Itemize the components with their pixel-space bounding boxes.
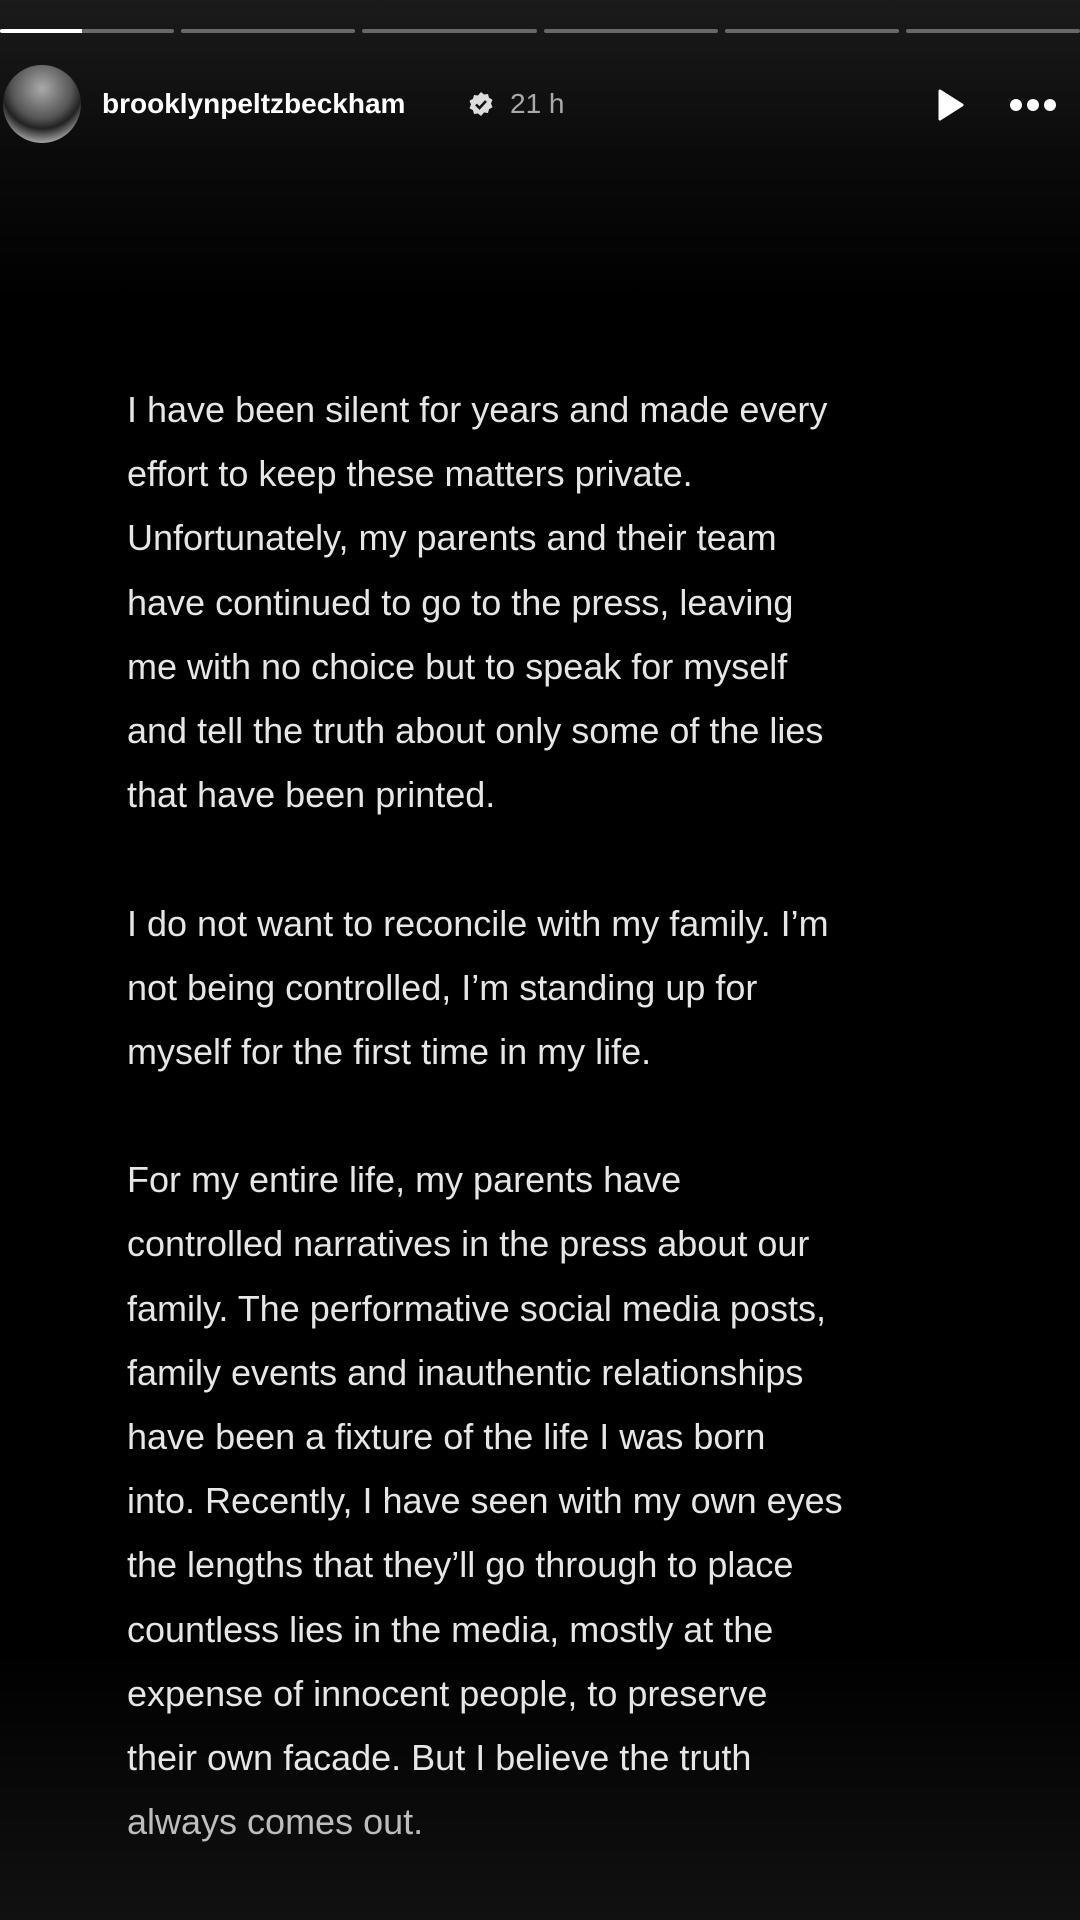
more-options-icon[interactable] [1010,94,1070,116]
text-line: that have been printed. [127,774,496,816]
time-ago: 21 h [510,88,565,119]
text-line: family. The performative social media posts, [127,1287,826,1329]
text-line: always comes out. [127,1801,424,1843]
text-line: expense of innocent people, to preserve [127,1672,768,1714]
text-line: I have been silent for years and made every [127,389,828,430]
text-line: I do not want to reconcile with my family. I’m [127,902,829,944]
text-line: countless lies in the media, mostly at the [127,1608,774,1650]
progress-segment-1 [0,29,174,33]
text-line: and tell the truth about only some of the lies [127,709,824,751]
text-line: the lengths that they’ll go through to place [127,1544,794,1586]
text-line: have been a fixture of the life I was born [127,1416,766,1457]
text-line: Unfortunately, my parents and their team [127,517,777,559]
paragraph [127,1148,1027,1854]
text-line: have continued to go to the press, leaving [127,581,794,623]
text-line: me with no choice but to speak for myself [127,645,788,687]
progress-segment-5 [725,29,899,33]
text-line: For my entire life, my parents have [127,1159,682,1201]
verified-badge-icon [468,91,494,117]
username[interactable]: brooklynpeltzbeckham [102,88,406,119]
text-line: controlled narratives in the press about our [127,1223,810,1265]
text-line: their own facade. But I believe the truth [127,1736,752,1778]
avatar[interactable] [3,65,81,143]
progress-fill [0,29,82,33]
paragraph [127,378,1027,827]
text-line: into. Recently, I have seen with my own eyes [127,1480,843,1522]
story-progress-bar [0,29,1080,34]
story-header [0,64,1080,144]
text-line: family events and inauthentic relationships [127,1351,804,1393]
play-icon[interactable] [932,87,968,123]
text-line: effort to keep these matters private. [127,453,693,495]
progress-segment-4 [544,29,718,33]
text-line: myself for the first time in my life. [127,1030,652,1072]
progress-segment-6 [906,29,1080,33]
progress-segment-2 [181,29,355,33]
paragraph [127,892,1027,1085]
story-text [127,378,1027,1919]
text-line: not being controlled, I’m standing up for [127,966,758,1008]
progress-segment-3 [362,29,536,33]
